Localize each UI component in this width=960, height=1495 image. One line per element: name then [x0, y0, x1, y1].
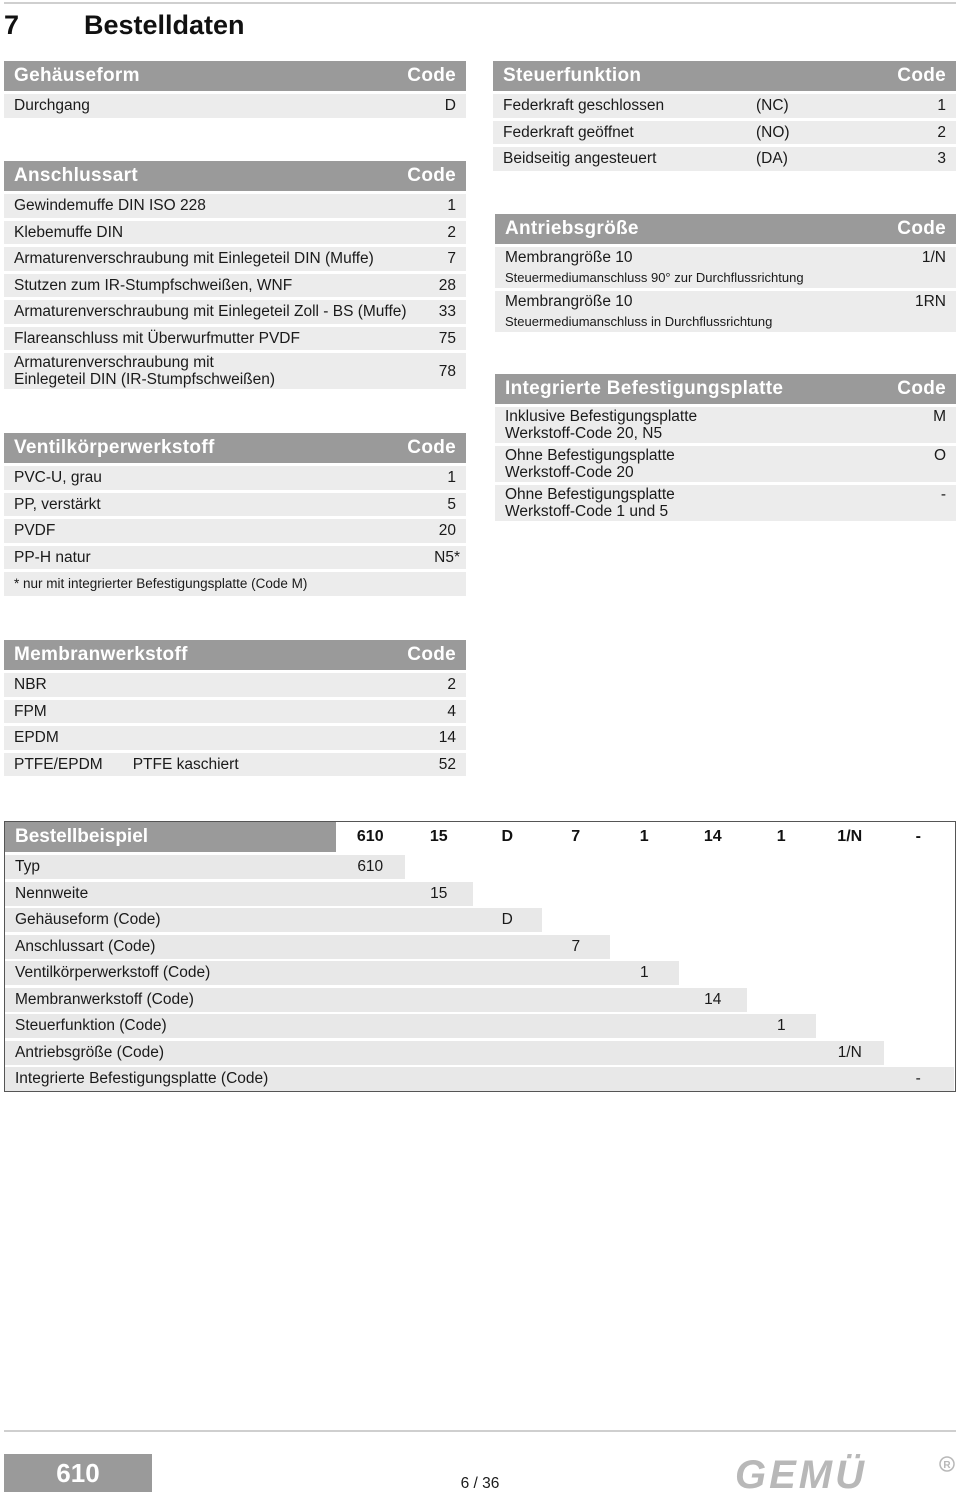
row-label: Flareanschluss mit Überwurfmutter PVDF: [14, 329, 300, 347]
top-rule: [4, 2, 956, 4]
table-row: [4, 221, 466, 245]
order-example-row: [5, 1041, 954, 1065]
row-code: 7: [447, 250, 456, 268]
order-code-cell: -: [915, 828, 921, 845]
row-label: Federkraft geöffnet: [503, 123, 634, 141]
row-code: 52: [438, 755, 456, 773]
row-label: [14, 354, 426, 388]
row-label: Federkraft geschlossen: [503, 97, 665, 115]
row-code: 75: [438, 329, 456, 347]
section-number: 7: [4, 10, 20, 40]
footnote-text: * nur mit integrierter Befestigungsplatte (Code M): [14, 576, 308, 592]
order-example-table: [4, 821, 956, 1092]
row-sublabel: Steuermediumanschluss in Durchflussrichtung: [505, 314, 773, 329]
order-row-label: Typ: [15, 858, 40, 875]
table-row: [493, 147, 956, 171]
row-label: Beidseitig angesteuert: [503, 150, 657, 168]
row-extra: PTFE kaschiert: [132, 755, 239, 773]
code-column-label: Code: [407, 644, 456, 665]
product-number-box: 610: [4, 1454, 152, 1492]
table-header: [4, 161, 466, 191]
row-abbreviation: (NO): [756, 123, 790, 141]
row-label: PVC-U, grau: [14, 469, 102, 487]
footer-rule: [4, 1430, 956, 1432]
row-label-line: Ohne Befestigungsplatte: [505, 447, 675, 464]
order-example-title: Bestellbeispiel: [5, 822, 336, 852]
order-row-label: Anschlussart (Code): [15, 937, 156, 955]
row-code: O: [933, 447, 946, 464]
table-title: Antriebsgröße: [505, 218, 639, 239]
section-title: Bestelldaten: [84, 10, 245, 40]
row-label: FPM: [14, 702, 47, 720]
row-label: Klebemuffe DIN: [14, 223, 124, 241]
table-row: [4, 673, 466, 697]
row-label-line: Werkstoff-Code 20, N5: [505, 425, 663, 442]
order-row-value: 7: [571, 937, 581, 955]
table-row: [4, 300, 466, 324]
row-label: Armaturenverschraubung mit Einlegeteil DIN (Muffe): [14, 250, 374, 268]
table-row: [4, 247, 466, 271]
row-label-line: Armaturenverschraubung mit: [14, 354, 214, 371]
table-row: [4, 94, 466, 118]
table-row: [4, 546, 466, 570]
row-code: D: [444, 97, 456, 115]
row-label: Membrangröße 10: [505, 293, 633, 310]
row-label: [505, 447, 916, 481]
table-header: [493, 61, 956, 91]
code-column-label: Code: [407, 437, 456, 458]
page-number: 6 / 36: [460, 1475, 500, 1492]
row-label: Armaturenverschraubung mit Einlegeteil Zoll - BS (Muffe): [14, 303, 407, 321]
row-label: PVDF: [14, 522, 56, 540]
row-sublabel: Steuermediumanschluss 90° zur Durchflussrichtung: [505, 270, 804, 285]
row-label-line: Einlegeteil DIN (IR-Stumpfschweißen): [14, 371, 276, 388]
row-code: 1: [937, 97, 946, 115]
table-row: [4, 700, 466, 724]
row-label: Durchgang: [14, 97, 90, 115]
order-code-cell: 1: [776, 828, 786, 845]
table-row: [4, 493, 466, 517]
row-abbreviation: (NC): [756, 97, 789, 115]
footnote: [4, 572, 466, 596]
table-row: [4, 353, 466, 389]
row-code: 2: [447, 676, 456, 694]
order-row-value: 14: [704, 990, 722, 1008]
table-row: [495, 446, 956, 482]
table-ventilkoerperwerkstoff: [4, 433, 466, 596]
row-code: -: [940, 486, 946, 503]
order-code-cell: 1/N: [837, 828, 863, 845]
row-label: EPDM: [14, 729, 59, 747]
order-example-row: [5, 988, 954, 1012]
order-row-label: Nennweite: [15, 884, 89, 902]
row-code: 1: [447, 197, 456, 215]
order-row-value: D: [501, 911, 513, 928]
row-abbreviation: (DA): [756, 150, 788, 168]
table-row: [4, 726, 466, 750]
row-label: [505, 408, 916, 442]
row-code: 1RN: [914, 293, 946, 310]
order-example-row: [5, 1014, 954, 1038]
table-row: [4, 519, 466, 543]
table-anschlussart: [4, 161, 466, 389]
row-code: N5*: [434, 548, 460, 566]
row-label: Gewindemuffe DIN ISO 228: [14, 197, 206, 215]
table-membranwerkstoff: [4, 640, 466, 776]
table-row: [495, 485, 956, 521]
row-label: Membrangröße 10: [505, 249, 633, 266]
row-code: 1/N: [921, 249, 946, 266]
brand-logo-text: GEMÜ: [735, 1454, 867, 1494]
table-row: [493, 121, 956, 145]
order-row-value: 1: [639, 964, 649, 981]
row-code: 20: [438, 522, 456, 540]
gemue-logo-icon: [735, 1454, 957, 1494]
order-row-value: 1: [776, 1017, 786, 1034]
row-label: PP-H natur: [14, 548, 91, 566]
row-label: Stutzen zum IR-Stumpfschweißen, WNF: [14, 276, 293, 294]
table-row: [495, 407, 956, 443]
table-befestigungsplatte: [495, 374, 956, 521]
code-column-label: Code: [407, 65, 456, 86]
row-code: 28: [438, 276, 456, 294]
table-row: [4, 327, 466, 351]
order-row-label: Antriebsgröße (Code): [15, 1043, 165, 1061]
table-row: [495, 247, 956, 288]
code-column-label: Code: [897, 378, 946, 399]
code-column-label: Code: [897, 65, 946, 86]
table-title: Steuerfunktion: [503, 65, 642, 86]
table-header: [4, 640, 466, 670]
order-row-label: Membranwerkstoff (Code): [15, 990, 194, 1008]
table-row: [4, 274, 466, 298]
registered-mark-letter: R: [943, 1460, 951, 1471]
order-row-label: Integrierte Befestigungsplatte (Code): [15, 1070, 269, 1087]
code-column-label: Code: [407, 165, 456, 186]
order-code-cell: 610: [356, 828, 384, 845]
order-row-value: 1/N: [837, 1043, 862, 1061]
table-row: [495, 291, 956, 332]
row-label: [505, 486, 916, 520]
row-code: 33: [438, 303, 456, 321]
order-row-value: -: [915, 1070, 921, 1087]
order-code-cell: 7: [571, 828, 581, 845]
order-example-row: [5, 882, 954, 906]
table-gehaeuseform: [4, 61, 466, 118]
table-header: [4, 61, 466, 91]
table-title: Gehäuseform: [14, 65, 140, 86]
table-row: [4, 194, 466, 218]
table-row: [493, 94, 956, 118]
row-label-line: Ohne Befestigungsplatte: [505, 486, 675, 503]
order-example-row: [5, 908, 954, 932]
table-header: [495, 374, 956, 404]
order-example-row: [5, 935, 954, 959]
table-row: [4, 753, 466, 777]
order-row-value: 610: [357, 858, 384, 875]
order-code-cell: 1: [639, 828, 649, 845]
table-title: Membranwerkstoff: [14, 644, 188, 665]
order-example-row: [5, 855, 954, 879]
order-example-row: [5, 961, 954, 985]
row-code: 2: [447, 223, 456, 241]
table-title: Anschlussart: [14, 165, 138, 186]
table-steuerfunktion: [493, 61, 956, 171]
row-code: 1: [447, 469, 456, 487]
table-title: Ventilkörperwerkstoff: [14, 437, 215, 458]
row-code: 4: [447, 702, 456, 720]
row-code: 2: [937, 123, 946, 141]
order-example-row: [5, 1067, 954, 1091]
order-code-cell: 14: [703, 828, 722, 845]
row-code: 5: [447, 495, 456, 513]
table-antriebsgroesse: [495, 214, 956, 332]
order-row-label: Gehäuseform (Code): [15, 911, 161, 928]
table-row: [4, 466, 466, 490]
row-label: PP, verstärkt: [14, 495, 101, 513]
row-code: 3: [937, 150, 946, 168]
row-code: M: [933, 408, 946, 425]
code-column-label: Code: [897, 218, 946, 239]
row-label-line: Werkstoff-Code 20: [505, 464, 634, 481]
row-code: 14: [438, 729, 456, 747]
table-title: Integrierte Befestigungsplatte: [505, 378, 784, 399]
row-label-line: Werkstoff-Code 1 und 5: [505, 503, 669, 520]
order-code-cell: 15: [429, 828, 448, 845]
table-header: [495, 214, 956, 244]
row-code: 78: [438, 362, 456, 380]
row-label: NBR: [14, 676, 47, 694]
page-title: [4, 10, 245, 41]
table-header: [4, 433, 466, 463]
order-row-value: 15: [430, 884, 448, 902]
order-row-label: Steuerfunktion (Code): [15, 1017, 167, 1034]
order-row-label: Ventilkörperwerkstoff (Code): [15, 964, 211, 981]
row-label: PTFE/EPDM: [14, 755, 103, 773]
row-label-line: Inklusive Befestigungsplatte: [505, 408, 698, 425]
order-code-cell: D: [501, 828, 514, 845]
